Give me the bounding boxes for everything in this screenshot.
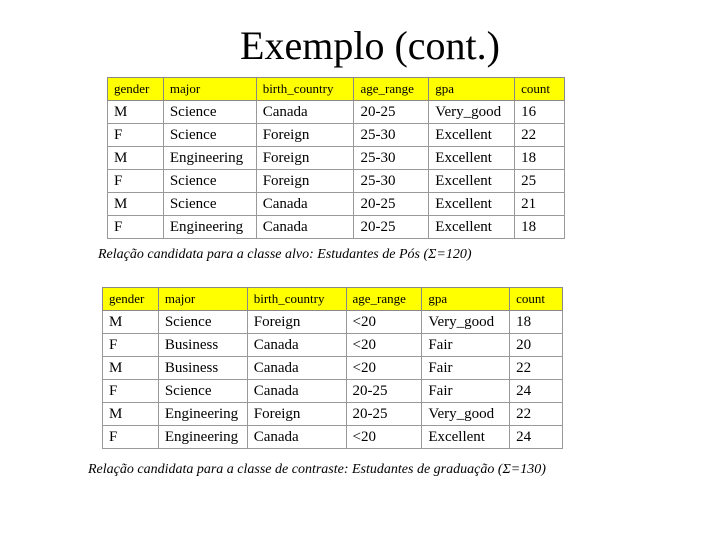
cell-major: Engineering	[158, 426, 247, 449]
cell-gender: F	[103, 334, 159, 357]
table-row	[103, 426, 563, 449]
cell-age-range: <20	[346, 357, 422, 380]
column-header-gpa: gpa	[429, 78, 515, 101]
cell-gender: M	[103, 357, 159, 380]
table-header-row	[103, 288, 563, 311]
cell-major: Science	[163, 124, 256, 147]
cell-count: 21	[515, 193, 565, 216]
cell-birth-country: Canada	[247, 380, 346, 403]
cell-major: Science	[158, 311, 247, 334]
cell-age-range: 25-30	[354, 124, 429, 147]
cell-birth-country: Canada	[256, 216, 354, 239]
cell-age-range: 20-25	[346, 403, 422, 426]
cell-gender: F	[108, 216, 164, 239]
table-row	[103, 311, 563, 334]
cell-gpa: Excellent	[429, 216, 515, 239]
column-header-gpa: gpa	[422, 288, 510, 311]
cell-age-range: 20-25	[346, 380, 422, 403]
table-row	[108, 124, 565, 147]
cell-gpa: Fair	[422, 357, 510, 380]
cell-birth-country: Canada	[247, 426, 346, 449]
cell-age-range: 25-30	[354, 170, 429, 193]
table-row	[103, 357, 563, 380]
cell-gpa: Excellent	[429, 124, 515, 147]
cell-count: 22	[515, 124, 565, 147]
cell-age-range: <20	[346, 426, 422, 449]
cell-gender: M	[103, 403, 159, 426]
cell-major: Science	[163, 101, 256, 124]
cell-age-range: <20	[346, 311, 422, 334]
cell-gender: M	[108, 193, 164, 216]
cell-major: Business	[158, 334, 247, 357]
cell-gender: F	[108, 124, 164, 147]
table-row	[108, 147, 565, 170]
contrast-class-caption: Relação candidata para a classe de contraste: Estudantes de graduação (Σ=130)	[88, 462, 546, 477]
cell-gender: M	[103, 311, 159, 334]
table-header-row	[108, 78, 565, 101]
cell-gpa: Excellent	[429, 170, 515, 193]
cell-gpa: Fair	[422, 380, 510, 403]
cell-birth-country: Foreign	[256, 147, 354, 170]
cell-birth-country: Canada	[256, 101, 354, 124]
cell-birth-country: Foreign	[256, 124, 354, 147]
table-row	[108, 216, 565, 239]
cell-birth-country: Foreign	[247, 403, 346, 426]
cell-major: Engineering	[163, 147, 256, 170]
cell-count: 22	[510, 403, 563, 426]
cell-major: Engineering	[158, 403, 247, 426]
column-header-birth-country: birth_country	[247, 288, 346, 311]
cell-gpa: Fair	[422, 334, 510, 357]
column-header-gender: gender	[108, 78, 164, 101]
cell-major: Engineering	[163, 216, 256, 239]
column-header-birth-country: birth_country	[256, 78, 354, 101]
cell-count: 24	[510, 426, 563, 449]
table-row	[103, 334, 563, 357]
cell-major: Science	[158, 380, 247, 403]
cell-age-range: 20-25	[354, 216, 429, 239]
cell-age-range: <20	[346, 334, 422, 357]
cell-count: 18	[515, 147, 565, 170]
column-header-count: count	[510, 288, 563, 311]
cell-count: 24	[510, 380, 563, 403]
cell-gpa: Very_good	[422, 403, 510, 426]
cell-gpa: Excellent	[429, 147, 515, 170]
table-row	[103, 403, 563, 426]
cell-count: 22	[510, 357, 563, 380]
cell-birth-country: Canada	[256, 193, 354, 216]
cell-major: Science	[163, 170, 256, 193]
cell-birth-country: Canada	[247, 357, 346, 380]
cell-gender: M	[108, 101, 164, 124]
cell-birth-country: Canada	[247, 334, 346, 357]
cell-age-range: 20-25	[354, 101, 429, 124]
table-row	[108, 170, 565, 193]
table-row	[108, 101, 565, 124]
cell-birth-country: Foreign	[247, 311, 346, 334]
cell-gpa: Very_good	[429, 101, 515, 124]
cell-gpa: Excellent	[429, 193, 515, 216]
contrast-class-table	[102, 287, 563, 449]
cell-major: Science	[163, 193, 256, 216]
table-row	[103, 380, 563, 403]
cell-count: 18	[515, 216, 565, 239]
cell-major: Business	[158, 357, 247, 380]
target-class-table	[107, 77, 565, 239]
cell-count: 20	[510, 334, 563, 357]
cell-count: 18	[510, 311, 563, 334]
column-header-age-range: age_range	[354, 78, 429, 101]
column-header-major: major	[163, 78, 256, 101]
cell-count: 25	[515, 170, 565, 193]
cell-age-range: 25-30	[354, 147, 429, 170]
cell-count: 16	[515, 101, 565, 124]
cell-gpa: Excellent	[422, 426, 510, 449]
target-class-caption: Relação candidata para a classe alvo: Estudantes de Pós (Σ=120)	[98, 247, 472, 262]
table-row	[108, 193, 565, 216]
cell-gender: F	[103, 380, 159, 403]
column-header-major: major	[158, 288, 247, 311]
cell-gender: F	[103, 426, 159, 449]
cell-gpa: Very_good	[422, 311, 510, 334]
column-header-age-range: age_range	[346, 288, 422, 311]
cell-gender: F	[108, 170, 164, 193]
cell-gender: M	[108, 147, 164, 170]
column-header-count: count	[515, 78, 565, 101]
slide-title: Exemplo (cont.)	[240, 23, 500, 68]
column-header-gender: gender	[103, 288, 159, 311]
cell-age-range: 20-25	[354, 193, 429, 216]
cell-birth-country: Foreign	[256, 170, 354, 193]
